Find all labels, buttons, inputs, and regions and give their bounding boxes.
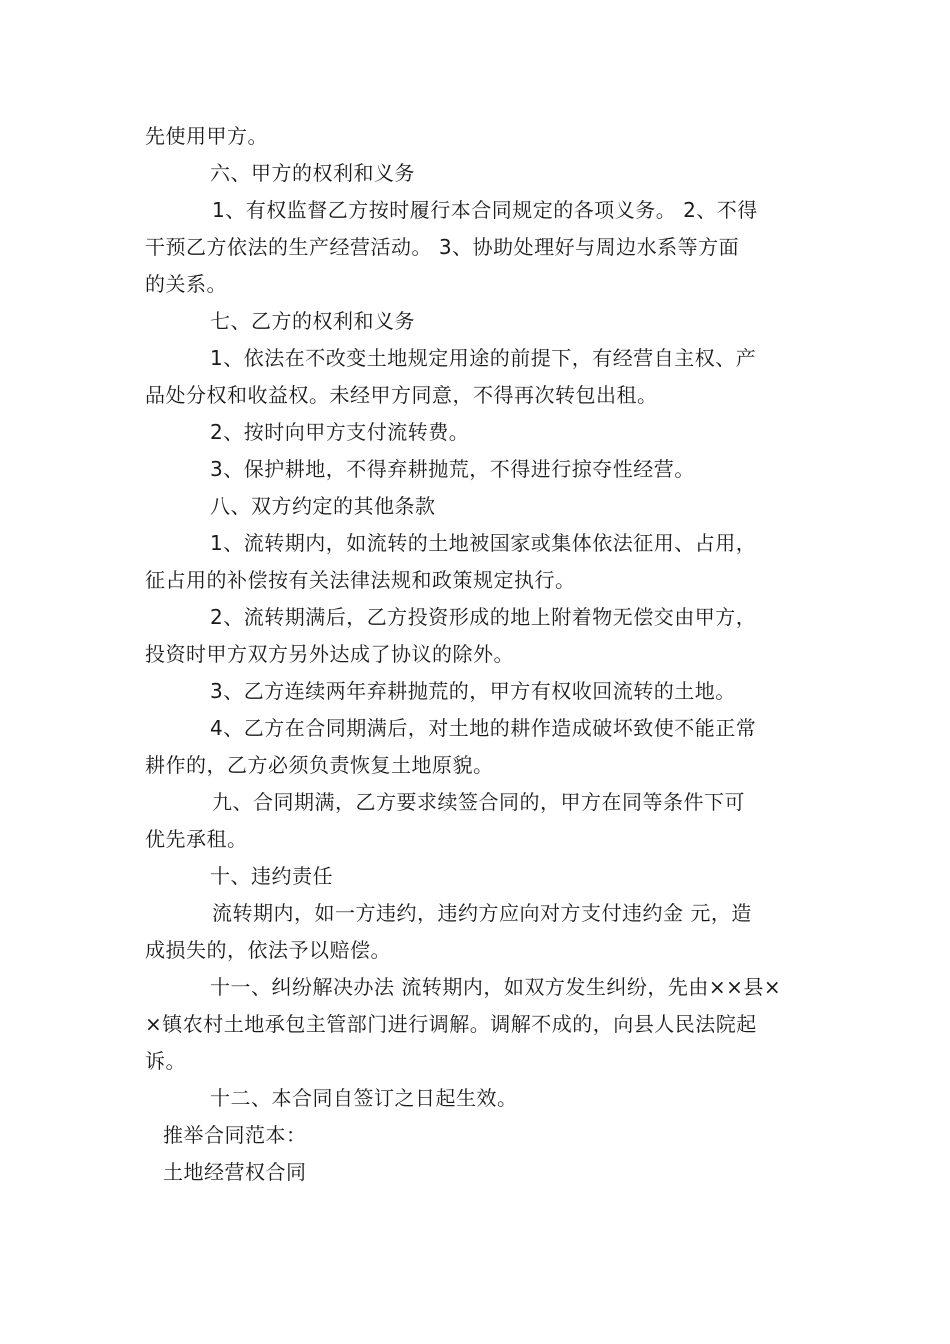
- text-line: 耕作的，乙方必须负责恢复土地原貌。: [145, 753, 494, 777]
- section-heading: 六、甲方的权利和义务: [210, 161, 415, 185]
- text-line: 成损失的，依法予以赔偿。: [145, 938, 391, 962]
- section-heading: 十一、纠纷解决办法 流转期内，如双方发生纠纷，先由××县×: [210, 975, 782, 999]
- text-line: 1、依法在不改变土地规定用途的前提下，有经营自主权、产: [210, 346, 757, 370]
- text-line: 先使用甲方。: [145, 124, 268, 148]
- text-line: 优先承租。: [145, 827, 248, 851]
- text-line: 2、流转期满后，乙方投资形成的地上附着物无偿交由甲方，: [210, 605, 757, 629]
- text-line: 流转期内，如一方违约，违约方应向对方支付违约金 元，造: [212, 901, 752, 925]
- section-heading: 九、合同期满，乙方要求续签合同的，甲方在同等条件下可: [212, 790, 745, 814]
- text-line: 推举合同范本：: [163, 1123, 307, 1147]
- text-line: 诉。: [145, 1049, 186, 1073]
- text-line: 4、乙方在合同期满后，对土地的耕作造成破坏致使不能正常: [210, 716, 757, 740]
- text-line: 3、保护耕地，不得弃耕抛荒，不得进行掠夺性经营。: [210, 457, 695, 481]
- text-line: 3、乙方连续两年弃耕抛荒的，甲方有权收回流转的土地。: [210, 679, 736, 703]
- text-line: 2、按时向甲方支付流转费。: [210, 420, 470, 444]
- text-line: 投资时甲方双方另外达成了协议的除外。: [145, 642, 514, 666]
- text-line: 干预乙方依法的生产经营活动。 3、协助处理好与周边水系等方面: [145, 235, 740, 259]
- text-line: 1、流转期内，如流转的土地被国家或集体依法征用、占用，: [210, 531, 757, 555]
- text-line: 的关系。: [145, 272, 227, 296]
- section-heading: 十、违约责任: [210, 864, 333, 888]
- section-heading: 八、双方约定的其他条款: [210, 494, 436, 518]
- text-line: 1、有权监督乙方按时履行本合同规定的各项义务。 2、不得: [212, 198, 758, 222]
- text-line: 征占用的补偿按有关法律法规和政策规定执行。: [145, 568, 576, 592]
- text-line: ×镇农村土地承包主管部门进行调解。调解不成的，向县人民法院起: [145, 1012, 757, 1036]
- section-heading: 七、乙方的权利和义务: [210, 309, 415, 333]
- section-heading: 十二、本合同自签订之日起生效。: [210, 1086, 518, 1110]
- text-line: 品处分权和收益权。未经甲方同意，不得再次转包出租。: [145, 383, 658, 407]
- document-title: 土地经营权合同: [163, 1160, 307, 1184]
